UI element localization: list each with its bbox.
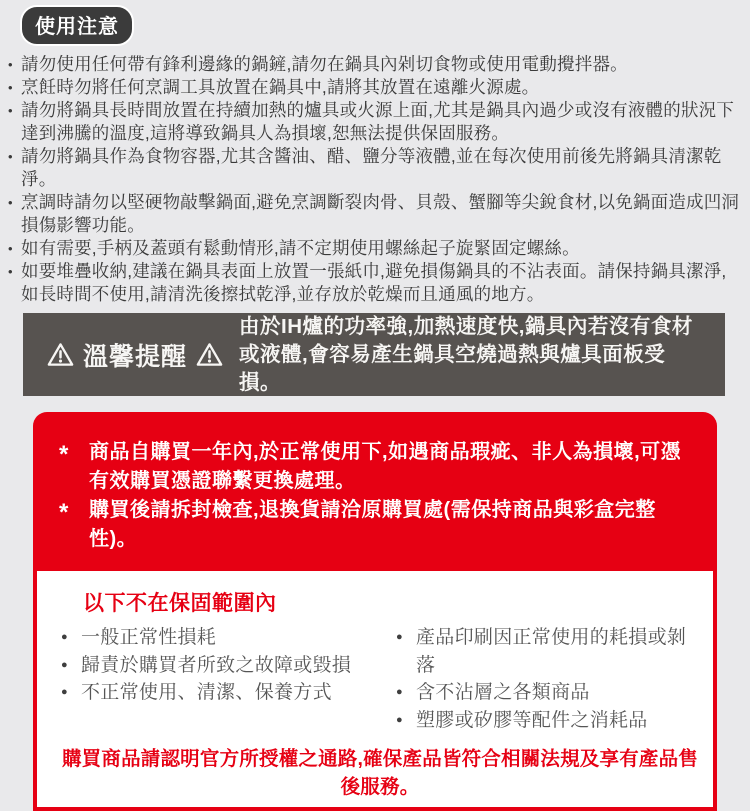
- warning-triangle-icon: [196, 342, 223, 367]
- asterisk-icon: *: [59, 441, 69, 468]
- usage-note-item: [8, 191, 744, 237]
- warm-reminder-title: [47, 337, 223, 373]
- usage-note-text: 如有需要,手柄及蓋頭有鬆動情形,請不定期使用螺絲起子旋緊固定螺絲。: [21, 238, 580, 258]
- bullet-icon: •: [8, 80, 13, 95]
- usage-note-text: 烹調時請勿以堅硬物敲擊鍋面,避免烹調斷裂肉骨、貝殼、蟹腳等尖銳食材,以免鍋面造成凹洞損傷影響功能。: [21, 192, 740, 235]
- exclusions-title: 以下不在保固範圍內: [83, 592, 277, 615]
- bullet-icon: •: [8, 149, 13, 164]
- warranty-policy-text: 商品自購買一年內,於正常使用下,如遇商品瑕疵、非人為損壞,可憑有效購買憑證聯繫更換處理。: [89, 441, 682, 492]
- usage-notes-list: [8, 53, 744, 306]
- official-channel-notice: 購買商品請認明官方所授權之通路,確保產品皆符合相關法規及享有產品售後服務。: [61, 748, 699, 798]
- dot-icon: ●: [396, 631, 403, 643]
- exclusions-columns: [61, 624, 699, 734]
- warm-reminder-label: 溫馨提醒: [83, 342, 188, 371]
- exclusion-item: [396, 707, 699, 735]
- usage-note-item: [8, 76, 744, 99]
- warranty-exclusions-box: [33, 571, 717, 811]
- warranty-section: [33, 412, 717, 811]
- bullet-icon: •: [8, 195, 13, 210]
- usage-note-item: [8, 237, 744, 260]
- exclusion-text: 塑膠或矽膠等配件之消耗品: [416, 709, 648, 731]
- exclusion-text: 產品印刷因正常使用的耗損或剝落: [416, 627, 687, 676]
- exclusion-item: [396, 679, 699, 707]
- warranty-policy-text: 購買後請拆封檢查,退換貨請洽原購買處(需保持商品與彩盒完整性)。: [89, 499, 656, 550]
- warm-reminder-banner: [23, 313, 725, 396]
- warranty-policy-item: [59, 496, 693, 554]
- dot-icon: ●: [396, 713, 403, 726]
- dot-icon: ●: [396, 686, 403, 698]
- usage-note-text: 烹飪時勿將任何烹調工具放置在鍋具中,請將其放置在遠離火源處。: [21, 77, 540, 97]
- exclusion-item: [396, 624, 699, 679]
- dot-icon: ●: [61, 658, 68, 671]
- warranty-policy-box: [33, 412, 717, 571]
- exclusion-text: 含不沾層之各類商品: [416, 682, 590, 703]
- bullet-icon: •: [8, 264, 13, 279]
- usage-note-text: 請勿將鍋具長時間放置在持續加熱的爐具或火源上面,尤其是鍋具內過少或沒有液體的狀況下達到沸騰的溫度,這將導致鍋具人為損壞,恕無法提供保固服務。: [21, 100, 735, 143]
- warning-triangle-icon: [47, 342, 74, 367]
- exclusion-text: 一般正常性損耗: [81, 627, 217, 648]
- usage-note-item: [8, 99, 744, 145]
- usage-note-text: 請勿使用任何帶有鋒利邊緣的鍋鏟,請勿在鍋具內剁切食物或使用電動攪拌器。: [21, 54, 628, 74]
- exclusion-text: 歸責於購買者所致之故障或毀損: [81, 654, 352, 676]
- exclusion-item: [61, 652, 396, 680]
- dot-icon: ●: [61, 631, 68, 643]
- bullet-icon: •: [8, 241, 13, 256]
- usage-note-text: 如要堆疊收納,建議在鍋具表面上放置一張紙巾,避免損傷鍋具的不沾表面。請保持鍋具潔淨,如長時間不使用,請清洗後擦拭乾淨,並存放於乾燥而且通風的地方。: [21, 261, 727, 304]
- usage-notice-badge: 使用注意: [20, 5, 134, 46]
- usage-note-item: [8, 260, 744, 306]
- usage-note-item: [8, 53, 744, 76]
- asterisk-icon: *: [59, 499, 69, 526]
- usage-note-item: [8, 145, 744, 191]
- usage-note-text: 請勿將鍋具作為食物容器,尤其含醬油、醋、鹽分等液體,並在每次使用前後先將鍋具清潔乾淨。: [21, 146, 722, 189]
- exclusion-item: [61, 624, 396, 652]
- warranty-policy-item: [59, 438, 693, 496]
- dot-icon: ●: [61, 686, 68, 698]
- exclusion-item: [61, 679, 396, 707]
- bullet-icon: •: [8, 57, 13, 72]
- exclusions-left-column: [61, 624, 396, 734]
- exclusion-text: 不正常使用、清潔、保養方式: [81, 682, 332, 703]
- bullet-icon: •: [8, 103, 13, 118]
- exclusions-right-column: [396, 624, 699, 734]
- warm-reminder-text: 由於IH爐的功率強,加熱速度快,鍋具內若沒有食材或液體,會容易產生鍋具空燒過熱與爐具面板受損。: [239, 314, 693, 394]
